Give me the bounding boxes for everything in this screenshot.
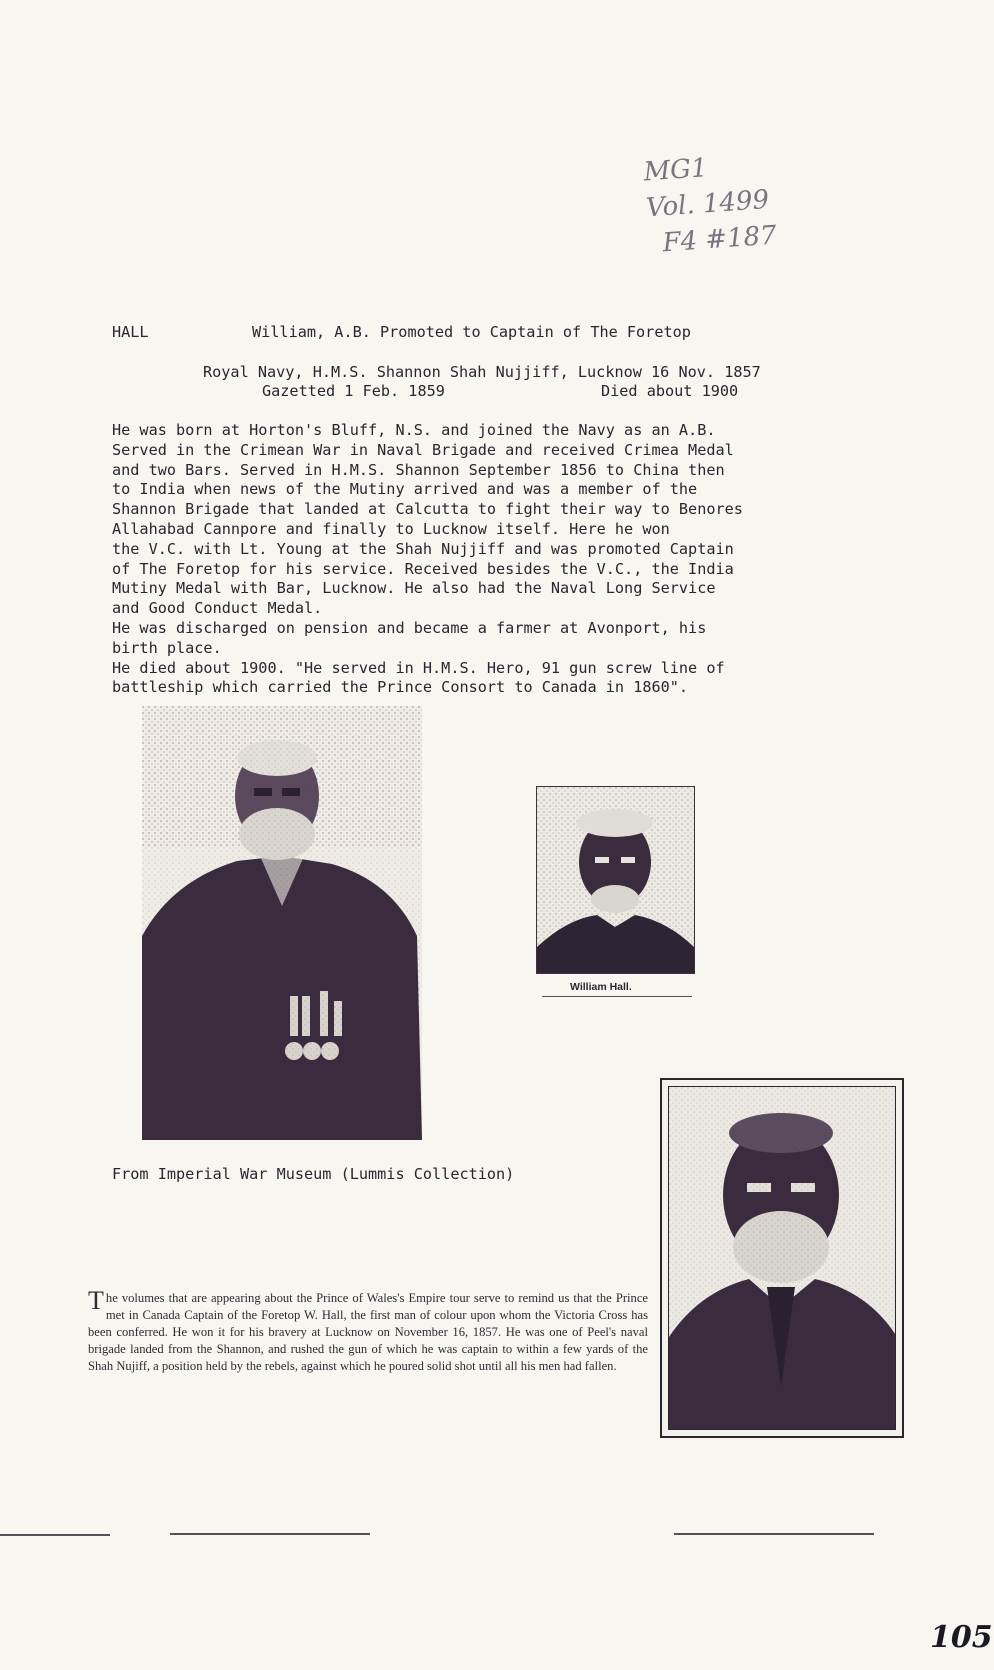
newspaper-clipping [88,1286,648,1375]
biography-text: He was born at Horton's Bluff, N.S. and joined the Navy as an A.B. Served in the Crimean War in Naval Brigade and received Crimea Medal and two Bars. Served in H.M.S. Shannon September 1856 to China then to India when news of the Mutiny arrived and was a member of the Shannon Brigade that landed at Calcutta to fight their way to Benores Allahabad Cannpore and finally to Lucknow itself. Here he won the V.C. with Lt. Young at the Shah Nujjiff and was promoted Captain of The Foretop for his service. Received besides the V.C., the India Mutiny Medal with Bar, Lucknow. He also had the Naval Long Service and Good Conduct Medal. He was discharged on pension and became a farmer at Avonport, his birth place. He died about 1900. "He served in H.M.S. Hero, 91 gun screw line of battleship which carried the Prince Consort to Canada in 1860". [112,421,743,697]
clipping-text: he volumes that are appearing about the Prince of Wales's Empire tour serve to remind us that the Prince met in Canada Captain of the Foretop W. Hall, the first man of colour upon whom the Victoria Cross has been conferred. He won it for his bravery at Lucknow on November 16, 1857. He was one of Peel's naval brigade landed from the Shannon, and rushed the gun of which he was captain to within a few yards of the Shah Nujiff, a position held by the rebels, against which he poured solid shot until all his men had fallen. [88,1291,648,1373]
newspaper-portrait-caption: William Hall. [570,981,632,993]
handwritten-line-1: MG1 [642,153,709,188]
bottom-rule-middle [170,1533,370,1535]
portrait-with-medals-photo [142,706,422,1140]
clipping-dropcap: T [88,1286,104,1315]
page-number: 105 [930,1620,993,1655]
death-date: Died about 1900 [601,382,739,400]
caption-underline [542,996,692,997]
name-rank-line: William, A.B. Promoted to Captain of The Foretop [252,323,691,341]
service-line: Royal Navy, H.M.S. Shannon Shah Nujjiff, Lucknow 16 Nov. 1857 [203,363,761,381]
museum-credit: From Imperial War Museum (Lummis Collection) [112,1165,515,1183]
gazetted-date: Gazetted 1 Feb. 1859 [262,382,445,400]
handwritten-line-2: Vol. 1499 [645,184,770,224]
handwritten-line-3: F4 #187 [661,220,778,259]
bottom-rule-left [0,1534,110,1536]
handwritten-archive-ref [642,146,777,263]
newspaper-portrait-photo [536,786,695,974]
bottom-rule-right [674,1533,874,1535]
surname: HALL [112,323,149,341]
framed-portrait-photo [660,1078,904,1438]
